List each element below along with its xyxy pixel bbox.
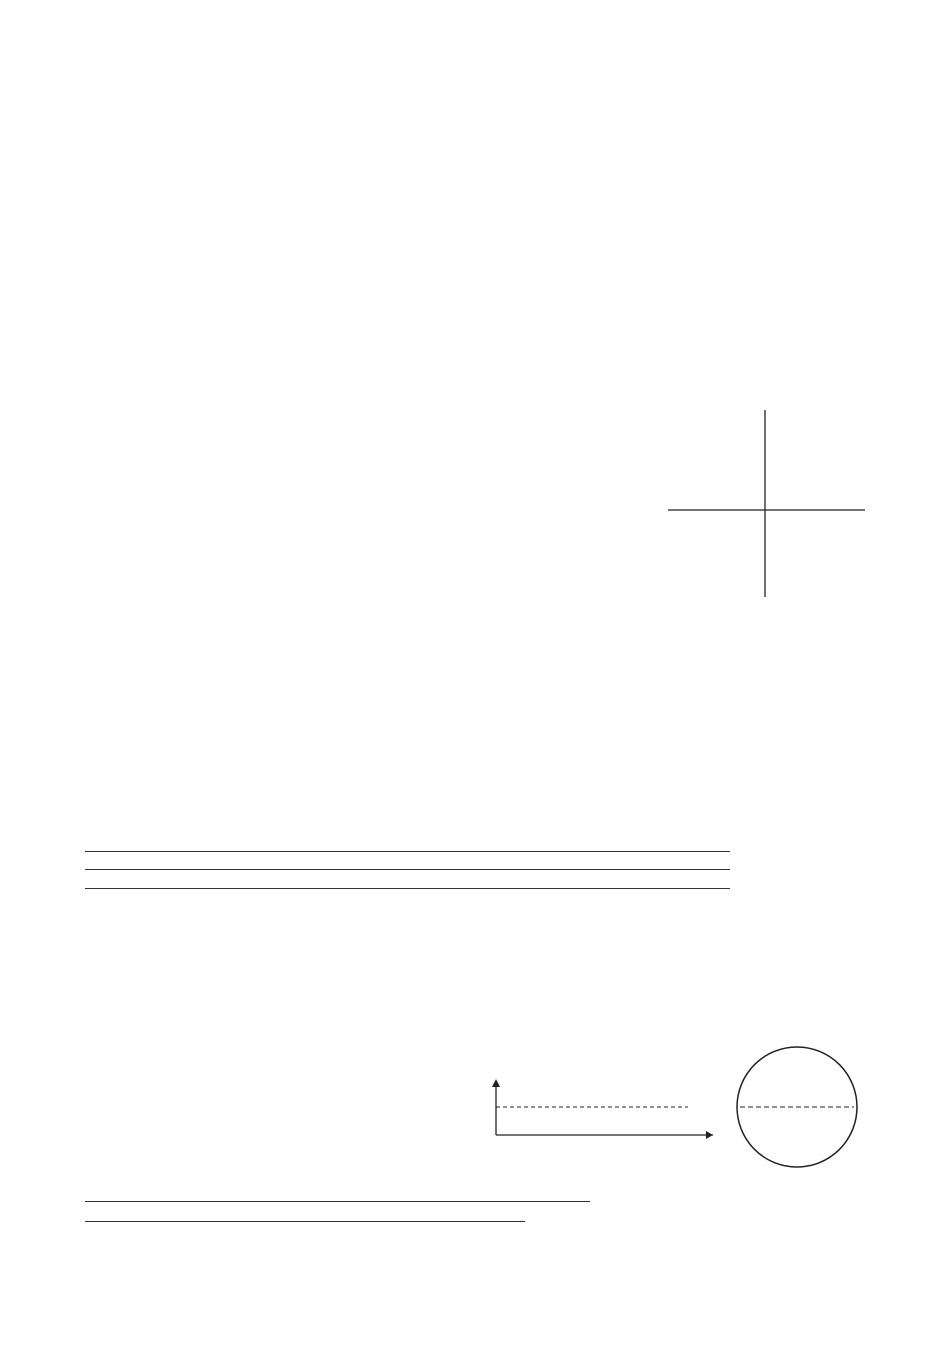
wave-figure-2: [480, 645, 780, 757]
wave-figure-1: [160, 645, 460, 757]
q10-figure-planes: [660, 405, 875, 605]
q13-figure-sawtooth: [478, 1075, 723, 1180]
q13-figure-screen: [730, 1045, 865, 1195]
q11-answer-line-2[interactable]: [85, 868, 730, 870]
q13-answer-line-2[interactable]: [85, 1220, 525, 1222]
saw-t-arrow-icon: [706, 1131, 713, 1139]
q11-answer-line-1[interactable]: [85, 850, 730, 852]
saw-y-arrow-icon: [492, 1079, 500, 1087]
q13-answer-line-1[interactable]: [85, 1200, 590, 1202]
q11-answer-line-3[interactable]: [85, 887, 730, 889]
